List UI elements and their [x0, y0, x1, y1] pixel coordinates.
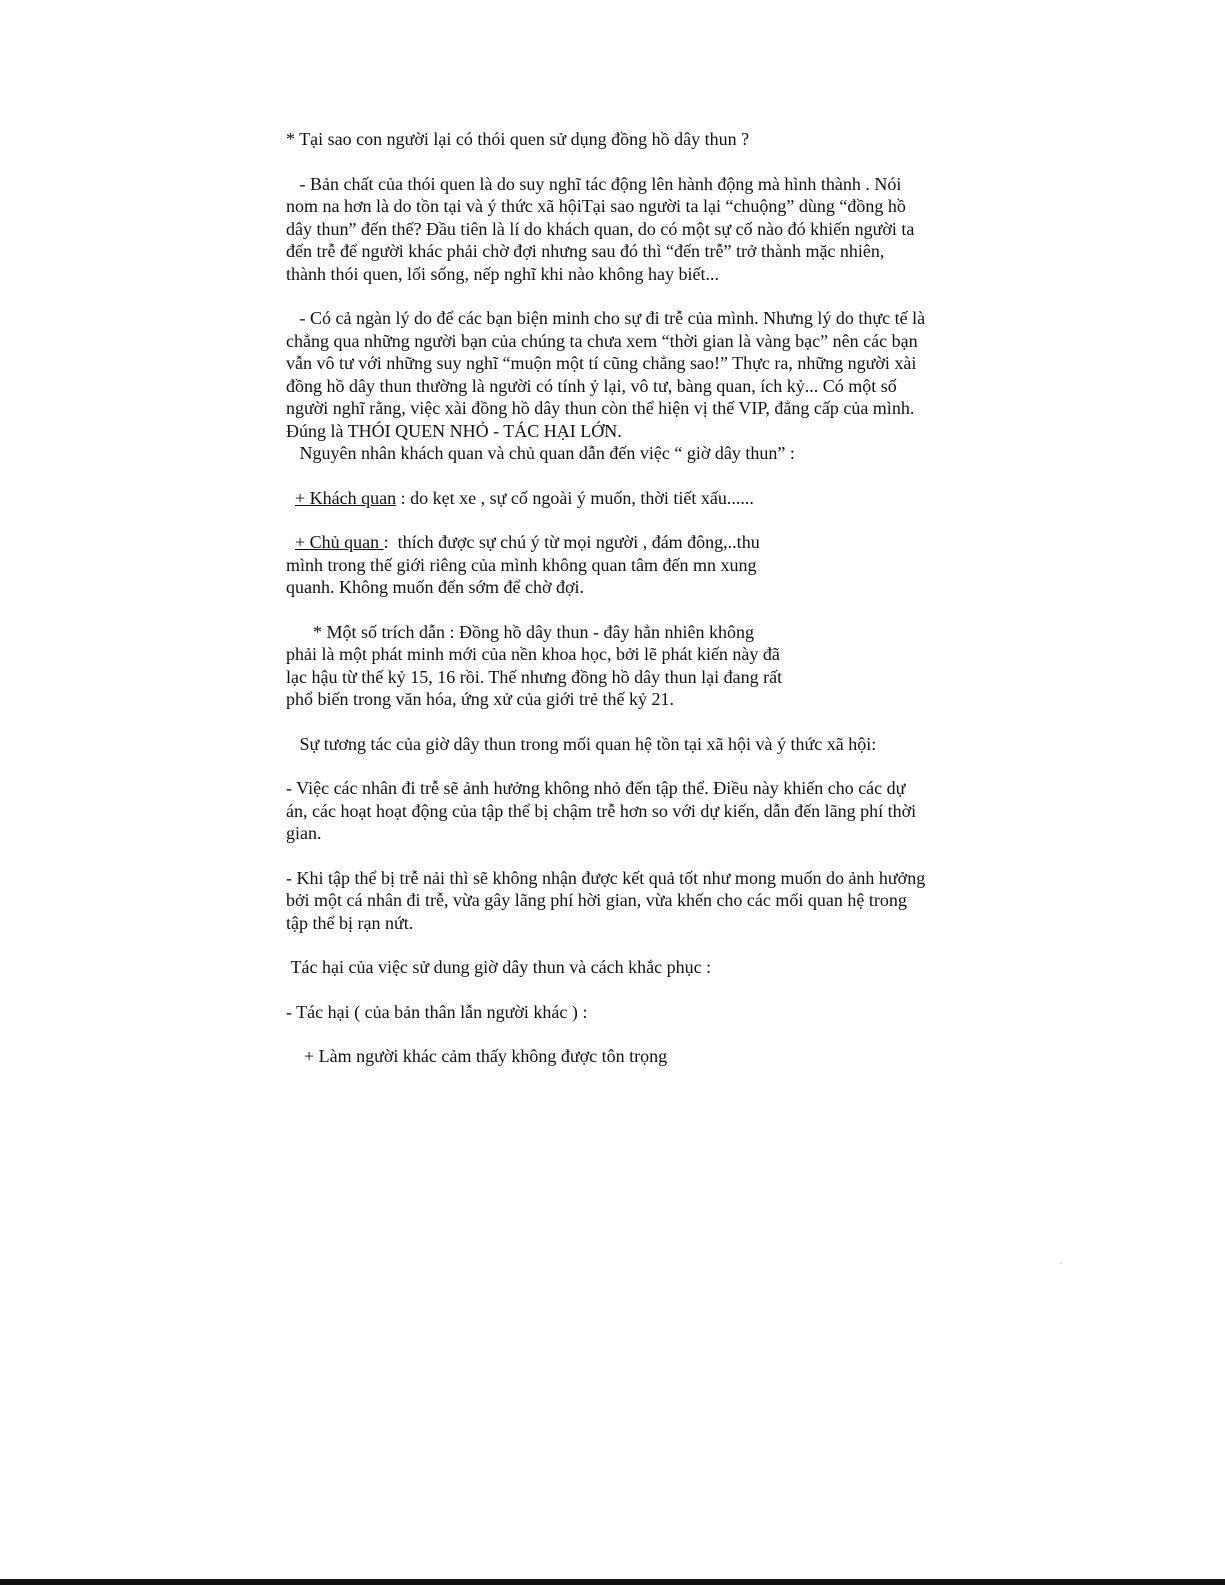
paragraph-individual-impact: - Việc các nhân đi trễ sẽ ảnh hưởng không nhỏ đến tập thể. Điều này khiến cho các dự án, các hoạt hoạt động của tập thể bị chậm trễ hơn so với dự kiến, dẫn đến lãng phí thời gian.: [286, 778, 921, 843]
harm-item: + Làm người khác cảm thấy không được tôn trọng: [286, 1046, 668, 1066]
paragraph-habit-nature: - Bản chất của thói quen là do suy nghĩ tác động lên hành động mà hình thành . Nói nom na hơn là do tồn tại và ý thức xã hộiTại sao người ta lại “chuộng” dùng “đồng hồ dây thun” đến thế? Đầu tiên là lí do khách quan, do có một sự cố nào đó khiến người ta đến trễ để người khác phải chờ đợi nhưng sau đó thì “đến trễ” trở thành mặc nhiên, thành thói quen, lối sống, nếp nghĩ khi nào không hay biết...: [286, 173, 919, 284]
subjective-text: : thích được sự chú ý từ mọi người , đám đông,..thu mình trong thế giới riêng của mình không quan tâm đến mn xung quanh. Không muốn đến sớm để chờ đợi.: [286, 532, 765, 597]
harm-subheading: - Tác hại ( của bản thân lẫn người khác ) :: [286, 1001, 588, 1022]
question-heading: * Tại sao con người lại có thói quen sử dụng đồng hồ dây thun ?: [286, 129, 750, 149]
interaction-heading: Sự tương tác của giờ dây thun trong mối quan hệ tồn tại xã hội và ý thức xã hội:: [286, 733, 877, 754]
objective-label: + Khách quan: [295, 487, 397, 508]
causes-heading: Nguyên nhân khách quan và chủ quan dẫn đến việc “ giờ dây thun” :: [286, 443, 795, 463]
paragraph-collective-impact: - Khi tập thể bị trễ nải thì sẽ không nhận được kết quả tốt như mong muốn do ảnh hưởng bởi một cá nhân đi trễ, vừa gây lãng phí hời gian, vừa khến cho các mối quan hệ trong tập thể bị rạn nứt.: [286, 867, 930, 933]
page-bottom-border: [0, 1579, 1225, 1585]
objective-cause: [286, 487, 926, 510]
scan-speck: [1060, 1262, 1062, 1264]
subjective-cause: [286, 531, 786, 599]
objective-text: : do kẹt xe , sự cố ngoài ý muốn, thời tiết xấu......: [396, 487, 754, 508]
document-body: [286, 128, 930, 1068]
quotes-paragraph: * Một số trích dẫn : Đồng hồ dây thun - đây hẳn nhiên không phải là một phát minh mới của nền khoa học, bởi lẽ phát kiến này đã lạc hậu từ thế kỷ 15, 16 rồi. Thế nhưng đồng hồ dây thun lại đang rất phổ biến trong văn hóa, ứng xử của giới trẻ thế kỷ 21.: [286, 621, 787, 709]
paragraph-excuses: - Có cả ngàn lý do để các bạn biện minh cho sự đi trễ của mình. Nhưng lý do thực tế là chẳng qua những người bạn của chúng ta chưa xem “thời gian là vàng bạc” nên các bạn vẫn vô tư với những suy nghĩ “muộn một tí cũng chẳng sao!” Thực ra, những người xài đồng hồ dây thun thường là người có tính ỷ lại, vô tư, bàng quan, ích kỷ... Có một số người nghĩ rằng, việc xài đồng hồ dây thun còn thể hiện vị thế VIP, đẳng cấp của mình. Đúng là THÓI QUEN NHỎ - TÁC HẠI LỚN.: [286, 308, 930, 441]
harm-heading: Tác hại của việc sử dung giờ dây thun và cách khắc phục :: [286, 957, 712, 977]
subjective-label: + Chủ quan: [295, 532, 384, 552]
